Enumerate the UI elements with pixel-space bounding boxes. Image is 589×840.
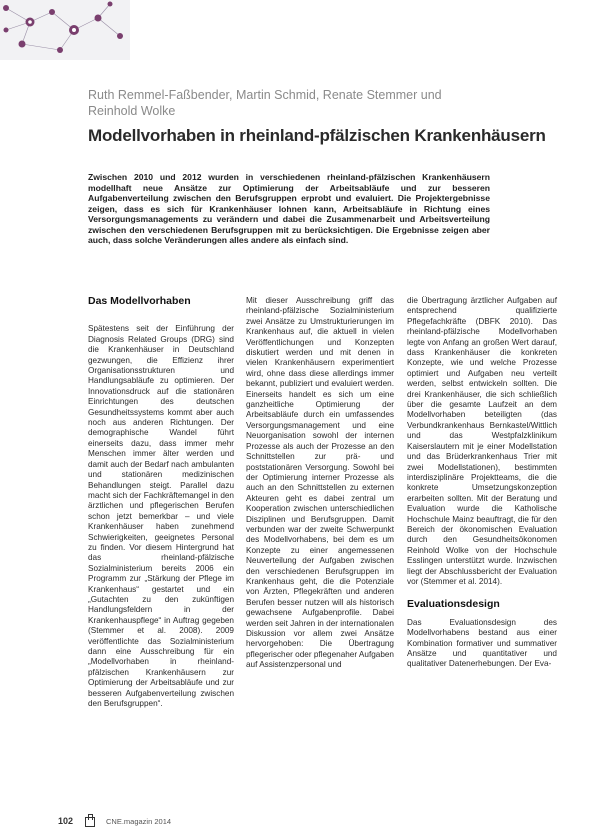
- journal-name: CNE.magazin 2014: [106, 817, 172, 826]
- page-footer: [58, 816, 258, 830]
- page-number: 102: [58, 816, 74, 826]
- body-paragraph: Mit dieser Ausschreibung griff das rheinland-pfälzische Sozialministerium zwei Ansätze zu Umstrukturierungen im Krankenhaus auf, die aktuell in vielen Veröffentlichungen und Konzepten diskutiert werden und mit denen in vielen Krankenhäusern experimentiert wird, ohne dass diese allerdings immer bekannt, publiziert und evaluiert werden. Einerseits handelt es sich um eine ganzheitliche Optimierung der Arbeitsabläufe durch ein umfassendes Versorgungsmanagement und eine Neuorganisation sowohl der internen Prozesse als auch der Prozesse an den Schnittstellen zur prä- und poststationären Versorgung. Sowohl bei der Optimierung interner Prozesse als auch an den Schnittstellen zu externen Akteuren geht es dabei zentral um Kooperation zwischen unterschiedlichen Disziplinen und Berufsgruppen. Damit verbunden war der zweite Schwerpunkt des Modellvorhabens, bei dem es um Konzepte zu einer angemessenen Neuverteilung der Aufgaben zwischen den verschiedenen Berufsgruppen im Krankenhaus geht, die die Potenziale von Ärzten, Pflegekräften und anderen Berufen besser nutzen will als historisch gewachsene Aufgabenprofile. Dabei werden seit Jahren in der internationalen Diskussion vor allem zwei Ansätze hervorgehoben: Die Übertragung pflegerischer oder pflegenaher Aufgaben auf Assistenzpersonal und: [246, 296, 394, 670]
- bookmark-icon: [85, 817, 95, 827]
- author-list: Ruth Remmel-Faßbender, Martin Schmid, Renate Stemmer und Reinhold Wolke: [88, 88, 442, 118]
- body-paragraph: Das Evaluationsdesign des Modellvorhabens bestand aus einer Kombination formativer und summativer Ansätze und quantitativer und qualitativer Datenerhebungen. Der Eva-: [407, 617, 557, 669]
- text-column-2: [246, 296, 394, 671]
- text-column-1: [88, 296, 234, 709]
- section-heading-modellvorhaben: Das Modellvorhaben: [88, 295, 191, 307]
- body-paragraph: die Übertragung ärztlicher Aufgaben auf entsprechend qualifizierte Pflegefachkräfte (DBFK 2010). Das rheinland-pfälzische Modellvorhaben legte von Anfang an großen Wert darauf, dass Krankenhäuser die konkreten Konzepte, wie und welche Prozesse optimiert und Aufgaben neu verteilt werden, selbst entwickeln sollten. Die drei Krankenhäuser, die sich schließlich über die gesamte Laufzeit an dem Modellvorhaben beteiligten (das Verbundkrankenhaus Bernkastel/Wittlich und das Westpfalzklinikum Kaiserslautern mit je einer Modellstation und das Brüderkrankenhaus Trier mit zwei Modellstationen), bestimmten interdisziplinäre Projektteams, die die konkrete Umsetzungskonzeption erarbeiten sollten. Mit der Beratung und Evaluation wurde die Katholische Hochschule Mainz beauftragt, die für den Bereich der ökonomischen Evaluation durch den Gesundheitsökonomen Reinhold Wolke von der Hochschule Esslingen unterstützt wurde. Inzwischen liegt der Abschlussbericht der Evaluation vor (Stemmer et al. 2014).: [407, 296, 557, 586]
- network-graphic: [0, 0, 130, 60]
- article-title: Modellvorhaben in rheinland-pfälzischen Krankenhäusern: [88, 126, 546, 145]
- body-paragraph: Spätestens seit der Einführung der Diagnosis Related Groups (DRG) sind die Krankenhäuser in Deutschland gezwungen, die Effizienz ihrer Organisationsstrukturen und Handlungsabläufe zu optimieren. Der Innovationsdruck auf die stationären Einrichtungen des deutschen Gesundheitssystems kommt aber auch noch aus anderen Richtungen. Der demographische Wandel führt einerseits dazu, dass immer mehr Menschen immer älter werden und damit auch der Bedarf nach ambulanten und stationären medizinischen Behandlungen steigt. Parallel dazu macht sich der Fachkräftemangel in den ärztlichen und pflegerischen Berufen schon jetzt bemerkbar – und viele Krankenhäuser haben zunehmend Schwierigkeiten, geeignetes Personal zu finden. Vor diesem Hintergrund hat das rheinland-pfälzische Sozialministerium bereits 2006 ein Programm zur „Stärkung der Pflege im Krankenhaus“ gestartet und ein „Gutachten zu den zukünftigen Handlungsfeldern in der Krankenhauspflege“ in Auftrag gegeben (Stemmer et al. 2008). 2009 veröffentlichte das Sozialministerium dann eine Ausschreibung für ein „Modellvorhaben in rheinland-pfälzischen Krankenhäusern zur Optimierung der Arbeitsabläufe und zur besseren Aufgabenverteilung zwischen den Berufsgruppen“.: [88, 324, 234, 709]
- section-heading-evaluationsdesign: Evaluationsdesign: [407, 598, 500, 611]
- article-abstract: Zwischen 2010 und 2012 wurden in verschiedenen rheinland-pfälzischen Krankenhäusern modellhaft neue Ansätze zur Optimierung der Arbeitsabläufe und zur besseren Aufgabenverteilung zwischen den Berufsgruppen erprobt und evaluiert. Die Projektergebnisse zeigen, dass es sich für Krankenhäuser lohnen kann, Arbeitsabläufe in Richtung eines Versorgungsmanagements zu verändern und dabei die Zusammenarbeit und Arbeitsverteilung zwischen den verschiedenen Berufsgruppen mit zu berücksichtigen. Die Ergebnisse zeigen aber auch, dass solche Veränderungen alles andere als einfach sind.: [88, 172, 490, 245]
- text-column-3: [407, 296, 557, 670]
